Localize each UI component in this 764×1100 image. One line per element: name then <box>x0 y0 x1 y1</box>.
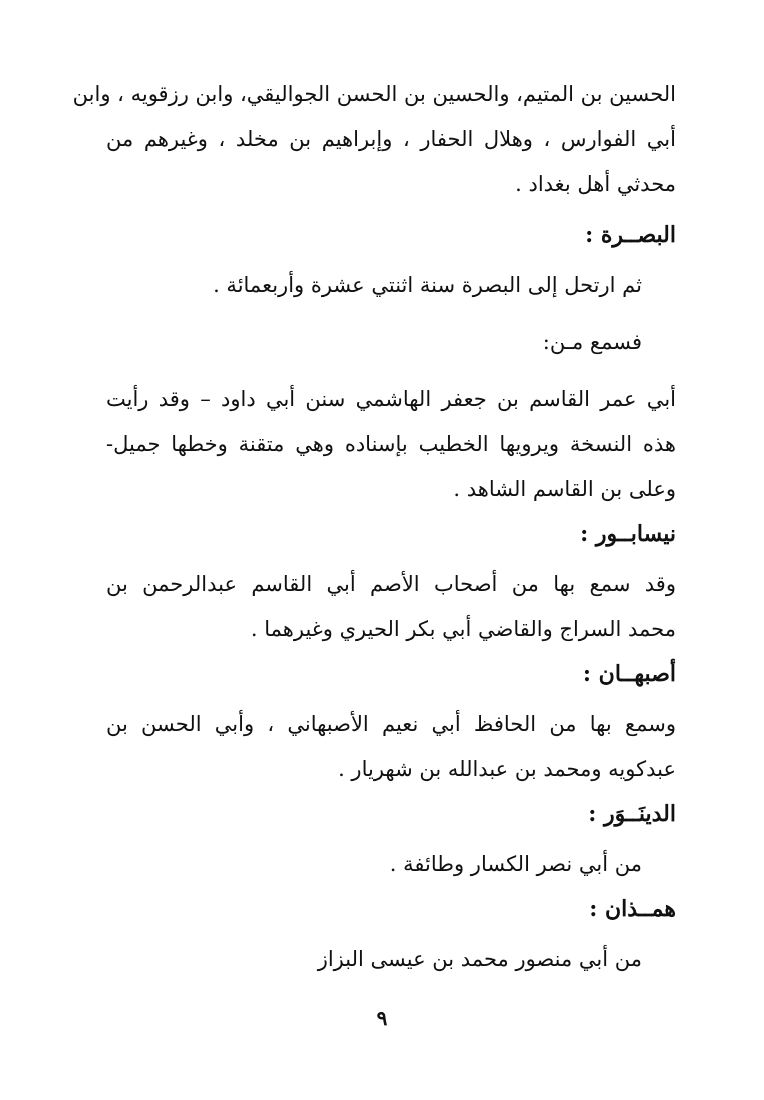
text-line: عبدكويه ومحمد بن عبدالله بن شهريار . <box>338 757 676 781</box>
page-body <box>72 72 676 982</box>
text-line: وعلى بن القاسم الشاهد . <box>453 477 676 501</box>
paragraph-basra <box>106 263 676 308</box>
paragraph-hamadan <box>106 937 676 982</box>
text-line: من أبي نصر الكسار وطائفة . <box>389 852 642 876</box>
text-line: هذه النسخة ويرويها الخطيب بإسناده وهي متقنة وخطها جميل- <box>106 432 676 456</box>
paragraph-isfahan <box>106 702 676 792</box>
paragraph-dinawar <box>106 842 676 887</box>
paragraph-nishapur <box>106 562 676 652</box>
text-line: من أبي منصور محمد بن عيسى البزاز <box>317 947 642 971</box>
heading-dinawar: الدينَــوَر : <box>588 801 676 827</box>
text-line: الحسين بن المتيم، والحسين بن الحسن الجواليقي، وابن رزقويه ، وابن <box>72 82 676 106</box>
heading-basra: البصــرة : <box>585 222 676 248</box>
paragraph-heard-from <box>106 320 676 365</box>
paragraph-basra-teachers <box>106 377 676 512</box>
text-line: محدثي أهل بغداد . <box>515 172 676 196</box>
text-line: وسمع بها من الحافظ أبي نعيم الأصبهاني ، وأبي الحسن بن <box>106 712 676 736</box>
text-line: ثم ارتحل إلى البصرة سنة اثنتي عشرة وأربعمائة . <box>213 273 642 297</box>
heading-isfahan: أصبهــان : <box>582 661 676 687</box>
text-line: محمد السراج والقاضي أبي بكر الحيري وغيرهما . <box>250 617 676 641</box>
heading-hamadan: همــذان : <box>589 896 676 922</box>
text-line: أبي عمر القاسم بن جعفر الهاشمي سنن أبي داود – وقد رأيت <box>106 387 676 411</box>
text-line: أبي الفوارس ، وهلال الحفار ، وإبراهيم بن مخلد ، وغيرهم من <box>106 127 676 151</box>
text-line: فسمع مـن: <box>542 330 642 354</box>
text-line: وقد سمع بها من أصحاب الأصم أبي القاسم عبدالرحمن بن <box>106 572 676 596</box>
heading-nishapur: نيسابــور : <box>580 521 676 547</box>
paragraph-baghdad-teachers <box>72 72 676 207</box>
page-number: ٩ <box>376 1006 388 1030</box>
